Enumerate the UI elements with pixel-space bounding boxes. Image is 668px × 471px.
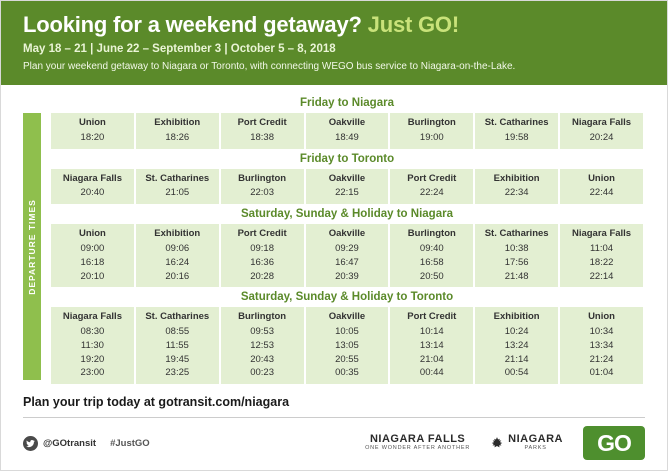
stop-column	[50, 224, 135, 287]
departure-time: 10:14	[419, 326, 444, 338]
stop-name: Port Credit	[237, 117, 287, 129]
departure-time: 20:43	[250, 353, 274, 365]
stop-column	[220, 169, 305, 205]
stop-name: Burlington	[238, 172, 287, 184]
departure-time: 16:24	[165, 256, 190, 268]
stop-column	[220, 113, 305, 149]
stop-column	[305, 113, 390, 149]
cta-text: Plan your trip today at gotransit.com/niagara	[23, 395, 290, 409]
maple-leaf-icon	[490, 436, 504, 450]
stop-column	[559, 307, 644, 384]
departure-time: 10:38	[504, 243, 529, 255]
niagara-falls-logo-main: NIAGARA FALLS	[369, 432, 466, 445]
departure-time: 18:38	[250, 131, 274, 143]
departure-time: 11:30	[80, 339, 104, 351]
departure-time: 09:29	[335, 243, 359, 255]
stop-name: St. Catharines	[145, 311, 210, 323]
departure-time: 00:35	[335, 367, 359, 379]
departure-time: 09:53	[250, 326, 274, 338]
departure-time: 20:55	[335, 353, 359, 365]
departure-time: 19:20	[80, 353, 105, 365]
stop-name: Niagara Falls	[571, 228, 632, 240]
departure-time: 16:58	[419, 256, 444, 268]
departure-time: 13:05	[335, 339, 359, 351]
departure-time: 23:25	[165, 367, 190, 379]
stop-name: Port Credit	[237, 228, 287, 240]
stop-column	[305, 224, 390, 287]
niagara-parks-main: NIAGARA	[508, 432, 563, 445]
stop-column	[220, 307, 305, 384]
niagara-parks-sub: PARKS	[524, 445, 547, 452]
departure-time: 21:24	[589, 353, 614, 365]
departure-time: 09:18	[250, 243, 274, 255]
schedule-sections	[49, 93, 645, 384]
section-title: Friday to Toronto	[299, 152, 395, 165]
stop-name: Union	[78, 117, 106, 129]
footer	[1, 395, 667, 470]
departure-time: 23:00	[80, 367, 105, 379]
departure-time: 13:14	[419, 339, 444, 351]
departure-time: 19:58	[504, 131, 529, 143]
departure-time: 20:40	[80, 187, 105, 199]
departure-time: 22:03	[250, 187, 274, 199]
departure-time: 00:23	[250, 367, 274, 379]
stop-column	[135, 113, 220, 149]
stop-name: Burlington	[407, 228, 456, 240]
schedule-table	[49, 169, 645, 205]
stop-column	[135, 307, 220, 384]
stop-column	[135, 224, 220, 287]
stop-column	[389, 169, 474, 205]
stop-column	[474, 307, 559, 384]
stop-column	[220, 224, 305, 287]
social-links	[23, 436, 150, 451]
departure-time: 18:26	[165, 131, 190, 143]
schedule-body	[1, 85, 667, 384]
departure-time: 10:24	[504, 326, 529, 338]
departure-time: 20:10	[80, 270, 105, 282]
stop-name: St. Catharines	[145, 172, 210, 184]
departure-time: 13:34	[589, 339, 614, 351]
stop-name: Burlington	[407, 117, 456, 129]
departure-time: 00:54	[504, 367, 529, 379]
footer-divider	[23, 417, 645, 418]
section-title: Friday to Niagara	[300, 97, 394, 110]
go-transit-logo: GO	[583, 426, 645, 460]
stop-column	[135, 169, 220, 205]
departure-time: 20:24	[589, 131, 614, 143]
stop-column	[389, 224, 474, 287]
stop-name: Port Credit	[407, 172, 457, 184]
stop-name: Union	[78, 228, 106, 240]
stop-name: Niagara Falls	[571, 117, 632, 129]
departure-time: 20:39	[335, 270, 359, 282]
departure-time: 22:24	[419, 187, 444, 199]
stop-name: Niagara Falls	[62, 172, 122, 184]
departure-time: 22:34	[504, 187, 529, 199]
departure-time: 21:05	[165, 187, 190, 199]
departure-time: 22:44	[589, 187, 614, 199]
stop-name: Burlington	[238, 311, 287, 323]
stop-column	[474, 224, 559, 287]
twitter-icon	[23, 436, 38, 451]
service-dates: May 18 – 21 | June 22 – September 3 | October 5 – 8, 2018	[23, 43, 336, 56]
departure-time: 19:00	[419, 131, 444, 143]
header	[1, 1, 667, 85]
table-row	[50, 307, 644, 384]
schedule-wrap	[23, 93, 645, 384]
stop-name: Exhibition	[493, 172, 540, 184]
table-row	[50, 113, 644, 149]
stop-name: Niagara Falls	[62, 311, 122, 323]
departure-time: 09:40	[419, 243, 444, 255]
departure-time: 13:24	[504, 339, 529, 351]
stop-column	[474, 169, 559, 205]
departure-time: 17:56	[504, 256, 529, 268]
schedule-table	[49, 113, 645, 149]
stop-name: Exhibition	[154, 228, 201, 240]
stop-column	[559, 224, 644, 287]
departure-time: 22:15	[335, 187, 359, 199]
departure-time: 20:50	[419, 270, 444, 282]
schedule-table	[49, 224, 645, 287]
niagara-falls-logo-sub: ONE WONDER AFTER ANOTHER	[365, 445, 471, 452]
stop-column	[559, 169, 644, 205]
departure-time: 18:22	[589, 256, 614, 268]
departure-time: 11:04	[589, 243, 614, 255]
departure-time: 08:55	[165, 326, 190, 338]
stop-column	[305, 169, 390, 205]
stop-name: Exhibition	[154, 117, 201, 129]
stop-name: Exhibition	[493, 311, 540, 323]
departure-time: 20:16	[165, 270, 190, 282]
stop-name: Oakville	[328, 117, 366, 129]
stop-name: Oakville	[328, 172, 366, 184]
niagara-parks-logo	[490, 434, 563, 452]
departure-time: 08:30	[80, 326, 105, 338]
headline-accent: Just GO!	[367, 12, 459, 37]
section-title: Saturday, Sunday & Holiday to Toronto	[240, 291, 454, 304]
departure-time: 09:06	[165, 243, 190, 255]
departure-time: 22:14	[589, 270, 614, 282]
table-row	[50, 169, 644, 205]
departure-time: 16:18	[80, 256, 105, 268]
stop-column	[389, 113, 474, 149]
twitter-handle: @GOtransit	[43, 437, 97, 449]
page-title	[23, 13, 645, 37]
footer-row	[23, 426, 645, 460]
niagara-parks-text	[508, 434, 563, 452]
stop-column	[474, 113, 559, 149]
stop-column	[305, 307, 390, 384]
departure-time: 18:20	[80, 131, 105, 143]
stop-name: Union	[588, 172, 615, 184]
schedule-table	[49, 307, 645, 384]
departure-time: 10:05	[335, 326, 359, 338]
departure-times-label: DEPARTURE TIMES	[27, 198, 37, 295]
departure-times-sidebar	[23, 113, 41, 380]
departure-time: 16:47	[335, 256, 359, 268]
departure-time: 18:49	[335, 131, 359, 143]
departure-time: 21:48	[504, 270, 529, 282]
twitter-link[interactable]	[23, 436, 96, 451]
niagara-falls-logo	[365, 434, 470, 452]
departure-time: 12:53	[250, 339, 274, 351]
departure-time: 11:55	[165, 339, 189, 351]
departure-time: 21:14	[504, 353, 529, 365]
partner-logos	[365, 426, 645, 460]
hashtag-label: #JustGO	[110, 437, 150, 449]
stop-name: Oakville	[328, 228, 366, 240]
departure-time: 01:04	[589, 367, 614, 379]
header-subtitle: Plan your weekend getaway to Niagara or Toronto, with connecting WEGO bus service to Niagara-on-the-Lake.	[23, 61, 516, 73]
stop-column	[50, 113, 135, 149]
stop-name: Union	[588, 311, 615, 323]
departure-time: 20:28	[250, 270, 274, 282]
table-row	[50, 224, 644, 287]
departure-time: 09:00	[80, 243, 105, 255]
departure-time: 00:44	[419, 367, 444, 379]
stop-name: St. Catharines	[484, 117, 549, 129]
departure-time: 21:04	[419, 353, 444, 365]
headline-main: Looking for a weekend getaway?	[23, 12, 362, 37]
stop-column	[559, 113, 644, 149]
departure-time: 10:34	[589, 326, 614, 338]
departure-time: 19:45	[165, 353, 190, 365]
stop-name: Oakville	[328, 311, 366, 323]
stop-column	[50, 307, 135, 384]
section-title: Saturday, Sunday & Holiday to Niagara	[241, 208, 453, 221]
stop-name: St. Catharines	[484, 228, 549, 240]
stop-name: Port Credit	[407, 311, 457, 323]
departure-time: 16:36	[250, 256, 274, 268]
stop-column	[389, 307, 474, 384]
stop-column	[50, 169, 135, 205]
